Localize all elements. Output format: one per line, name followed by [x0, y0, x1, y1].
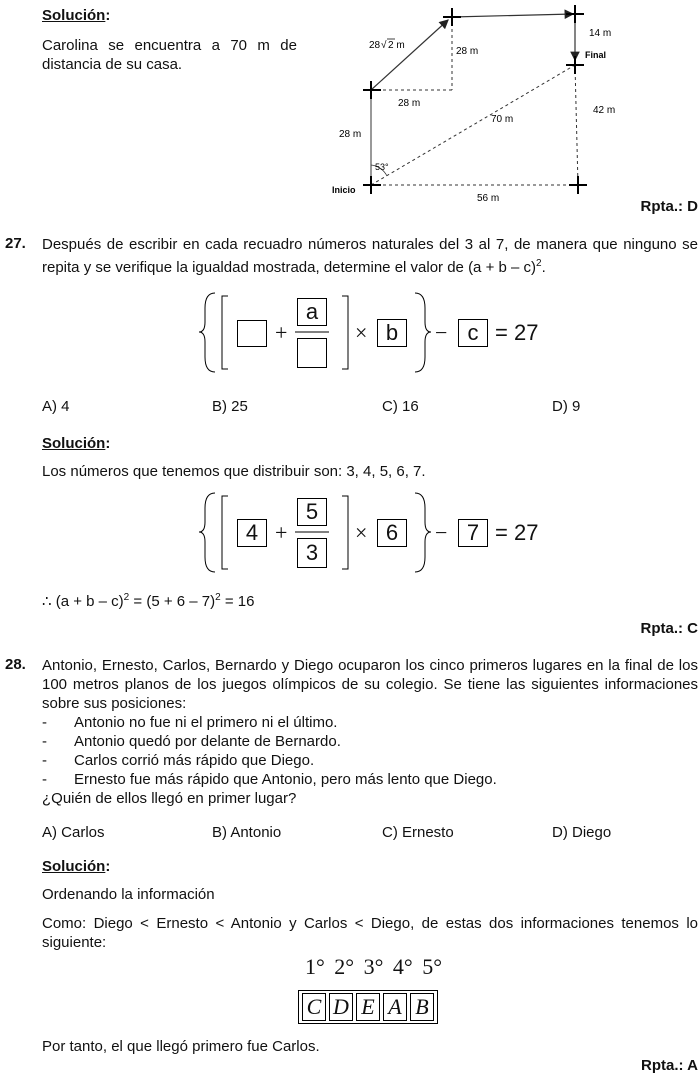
places-header: 1° 2° 3° 4° 5°: [305, 954, 442, 979]
times-sign-2: ×: [355, 520, 368, 545]
bullet-item: - Antonio quedó por delante de Bernardo.: [42, 733, 341, 750]
option-a-27: A) 4: [42, 398, 70, 415]
order-cell: A: [383, 993, 407, 1021]
plus-sign: +: [275, 320, 288, 345]
minus-sign-2: −: [435, 520, 448, 545]
conclusion-28: Por tanto, el que llegó primero fue Carlos.: [42, 1038, 320, 1055]
path-diagonal: [371, 20, 448, 90]
route-diagram: [325, 0, 625, 210]
box-value-6: 6: [377, 519, 407, 547]
empty-box-2: [297, 338, 327, 368]
label-28-horizontal: 28 m: [398, 98, 421, 109]
label-70: 70 m: [491, 114, 514, 125]
sqrt-sign: √: [381, 40, 387, 51]
option-c-27: C) 16: [382, 398, 419, 415]
option-d-28: D) Diego: [552, 824, 612, 841]
bullet-item: - Ernesto fue más rápido que Antonio, pero más lento que Diego.: [42, 771, 497, 788]
box-a: a: [297, 298, 327, 326]
box-b: b: [377, 319, 407, 347]
label-diagonal-root: 2 m: [388, 40, 405, 51]
solution-heading-27: Solución:: [42, 435, 111, 452]
equation-problem-27: [195, 290, 555, 375]
option-a-28: A) Carlos: [42, 824, 105, 841]
answer-26: Rpta.: D: [640, 198, 698, 215]
label-inicio: Inicio: [332, 185, 356, 195]
option-c-28: C) Ernesto: [382, 824, 454, 841]
order-boxes: [298, 990, 438, 1024]
order-cell: C: [302, 993, 326, 1021]
label-53: 53°: [375, 162, 389, 172]
label-56: 56 m: [477, 193, 500, 204]
solution-line1-28: Ordenando la información: [42, 886, 215, 903]
box-denominator-3: 3: [297, 538, 327, 568]
solution-equation-27: [195, 490, 555, 575]
problem-statement-27: Después de escribir en cada recuadro números naturales del 3 al 7, de manera que ninguno se repita y se verifique la igualdad mostrada, determine el valor de $(a + b - c)^2$.: [42, 236, 698, 276]
bullet-list-28: [42, 713, 497, 808]
option-d-27: D) 9: [552, 398, 581, 415]
solution-intro-27: Los números que tenemos que distribuir son: 3, 4, 5, 6, 7.: [42, 463, 426, 480]
label-28-left: 28 m: [339, 129, 362, 140]
point-markers: [363, 5, 587, 194]
label-28-vertical: 28 m: [456, 46, 479, 57]
solution-equation-result: = 27: [495, 520, 539, 545]
final-computation-27: ∴ $(a + b - c)^2 = (5 + 6 - 7)^2 = 16$: [42, 592, 255, 610]
box-value-4: 4: [237, 519, 267, 547]
bullet-item: - Antonio no fue ni el primero ni el último.: [42, 714, 338, 731]
order-cell: B: [410, 993, 434, 1021]
empty-box-1: [237, 320, 267, 347]
dash-70: [371, 65, 575, 185]
label-14: 14 m: [589, 28, 612, 39]
solution-line2-28: Como: Diego < Ernesto < Antonio y Carlos < Diego, de estas dos informaciones tenemos lo siguiente:: [42, 915, 698, 951]
bullet-item: - Carlos corrió más rápido que Diego.: [42, 752, 315, 769]
order-cell: D: [329, 993, 353, 1021]
box-c: c: [458, 319, 488, 347]
question-28: ¿Quién de ellos llegó en primer lugar?: [42, 790, 297, 807]
label-42: 42 m: [593, 105, 616, 116]
solution-text-26: Carolina se encuentra a 70 m de distancia de su casa.: [42, 37, 297, 73]
answer-27: Rpta.: C: [640, 620, 698, 637]
box-value-7: 7: [458, 519, 488, 547]
solution-heading-28: Solución:: [42, 858, 111, 875]
problem-statement-28: Antonio, Ernesto, Carlos, Bernardo y Diego ocuparon los cinco primeros lugares en la final de los 100 metros planos de los juegos olímpicos de su colegio. Se tiene las siguientes informaciones sobre sus posiciones:: [42, 657, 698, 712]
minus-sign: −: [435, 320, 448, 345]
solution-heading-26: Solución:: [42, 7, 111, 24]
label-diagonal: 28: [369, 40, 381, 51]
order-cell: E: [356, 993, 380, 1021]
option-b-28: B) Antonio: [212, 824, 282, 841]
path-top: [452, 14, 573, 17]
option-b-27: B) 25: [212, 398, 248, 415]
label-final: Final: [585, 50, 607, 60]
box-numerator-5: 5: [297, 498, 327, 526]
dash-42: [575, 65, 578, 185]
times-sign: ×: [355, 320, 368, 345]
equation-result: = 27: [495, 320, 539, 345]
plus-sign-2: +: [275, 520, 288, 545]
problem-number-27: 27.: [5, 235, 26, 252]
problem-number-28: 28.: [5, 656, 26, 673]
answer-28: Rpta.: A: [641, 1057, 698, 1074]
